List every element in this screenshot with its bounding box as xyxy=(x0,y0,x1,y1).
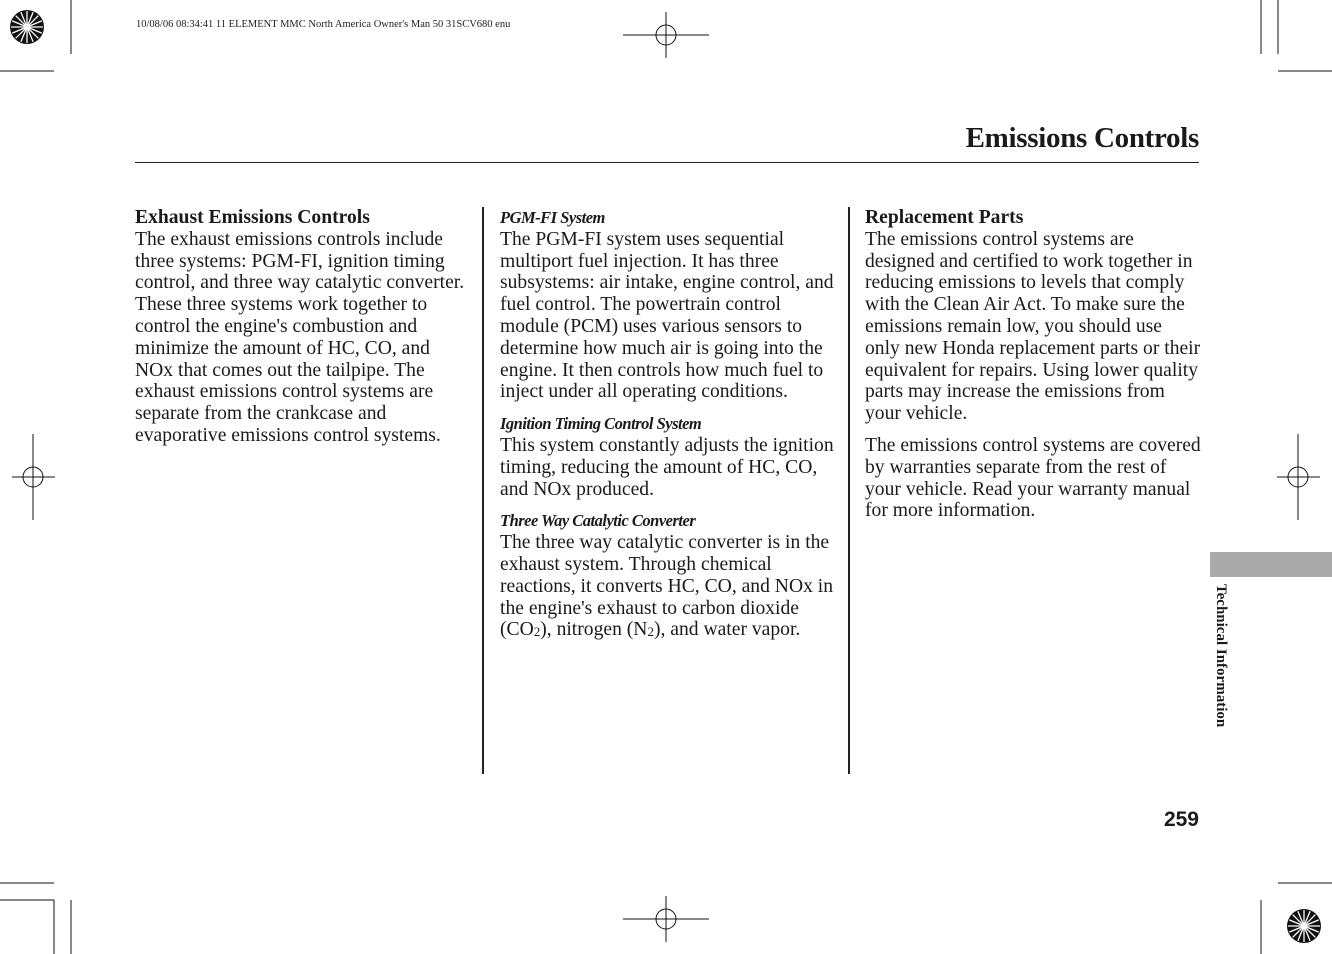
side-section-label: Technical Information xyxy=(1213,584,1229,728)
catalytic-text-part-1: The three way catalytic converter is in the exhaust system. Through chemical reactions, it converts HC, CO, and NOx in the engine's exhaust to carbon dioxide (CO xyxy=(500,532,834,641)
starburst-mark-bottom-right xyxy=(1287,909,1321,943)
print-header: 10/08/06 08:34:41 11 ELEMENT MMC North America Owner's Man 50 31SCV680 enu xyxy=(136,19,511,30)
column-systems xyxy=(500,207,836,643)
paragraph-exhaust-emissions: The exhaust emissions controls include three systems: PGM-FI, ignition timing control, and three way catalytic converter. These three systems work together to control the engine's combustion and minimize the amount of HC, CO, and NOx that comes out the tailpipe. The exhaust emissions control systems are separate from the crankcase and evaporative emissions control systems. xyxy=(135,228,465,446)
paragraph-ignition-timing: This system constantly adjusts the ignition timing, reducing the amount of HC, CO, and NOx produced. xyxy=(500,434,834,500)
section-tab-marker xyxy=(1210,552,1332,577)
subheading-pgm-fi: PGM-FI System xyxy=(500,208,605,227)
page-title: Emissions Controls xyxy=(965,122,1199,154)
catalytic-text-part-3: ), and water vapor. xyxy=(653,619,801,641)
section-heading-exhaust-emissions: Exhaust Emissions Controls xyxy=(135,207,370,228)
column-replacement-parts xyxy=(865,207,1201,522)
column-exhaust-emissions xyxy=(135,207,470,447)
title-divider xyxy=(135,162,1199,163)
column-divider-2 xyxy=(848,207,850,774)
paragraph-replacement-parts-2: The emissions control systems are covered by warranties separate from the rest of your vehicle. Read your warranty manual for more information. xyxy=(865,434,1201,522)
page-number: 259 xyxy=(1163,808,1199,831)
paragraph-pgm-fi: The PGM-FI system uses sequential multiport fuel injection. It has three subsystems: air intake, engine control, and fuel control. The powertrain control module (PCM) uses various sensors to determine how much air is going into the engine. It then controls how much fuel to inject under all operating conditions. xyxy=(500,228,834,403)
subheading-catalytic-converter: Three Way Catalytic Converter xyxy=(500,511,696,531)
subscript-n2: 2 xyxy=(647,624,654,640)
section-heading-replacement-parts: Replacement Parts xyxy=(865,207,1024,228)
column-divider-1 xyxy=(482,207,484,774)
catalytic-text-part-2: ), nitrogen (N xyxy=(540,619,648,641)
paragraph-catalytic-converter xyxy=(500,532,836,643)
subscript-co2: 2 xyxy=(533,624,541,640)
paragraph-replacement-parts-1: The emissions control systems are designed and certified to work together in reducing emissions to levels that comply with the Clean Air Act. To make sure the emissions remain low, you should use only new Honda replacement parts or their equivalent for repairs. Using lower quality parts may increase the emissions from your vehicle. xyxy=(865,228,1201,425)
starburst-mark-top-left xyxy=(10,10,44,44)
subheading-ignition-timing: Ignition Timing Control System xyxy=(500,414,702,434)
